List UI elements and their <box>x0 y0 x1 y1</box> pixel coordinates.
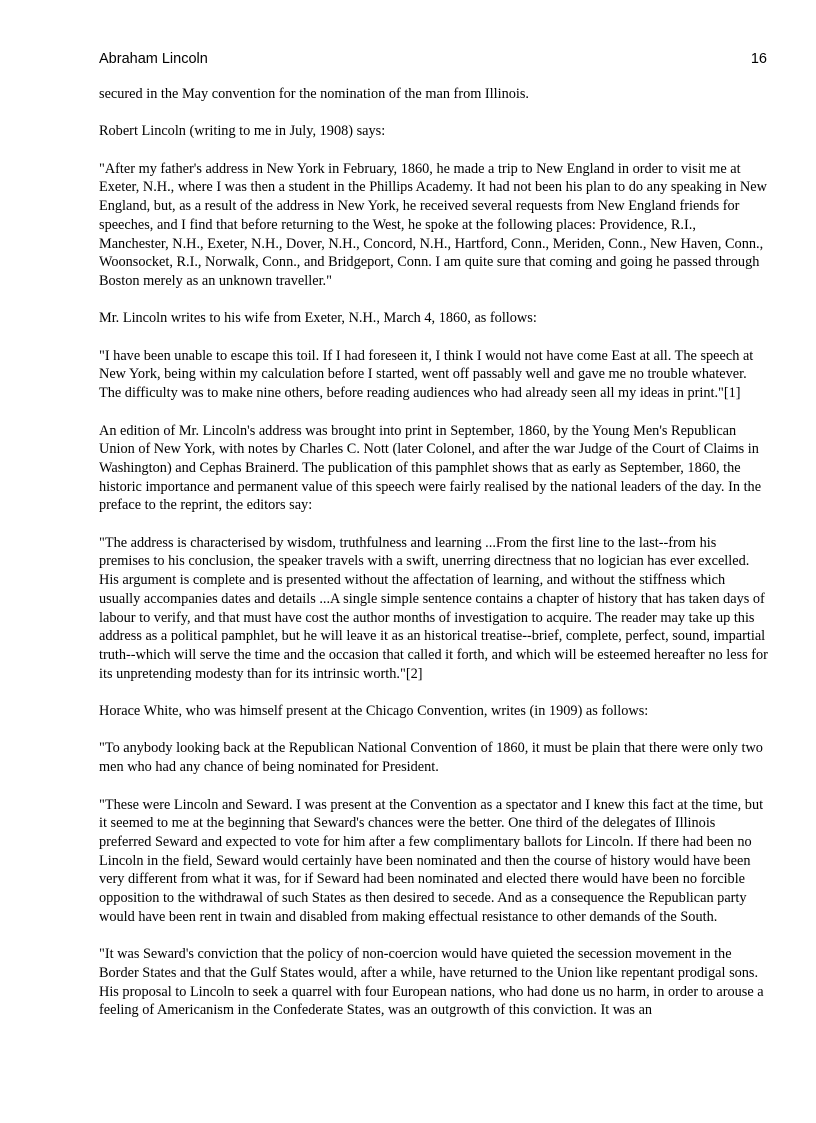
paragraph-letter-quote: "I have been unable to escape this toil. If I had foreseen it, I think I would not have come East at all. The speech at New York, being within my calculation before I started, went off passably well and gave me no trouble whatever. The difficulty was to make nine others, before reading audiences who had already seen all my ideas in print."[1] <box>99 347 754 402</box>
paragraph-preface-quote: "The address is characterised by wisdom, truthfulness and learning ...From the first line to the last--from his premises to his conclusion, the speaker travels with a swift, unerring directness that no logician has ever excelled. His argument is complete and is presented without the affectation of learning, and without the stiffness which usually accompanies dates and details ...A single simple sentence contains a chapter of history that has taken days of labour to verify, and that must have cost the author months of investigation to acquire. The reader may take up this address as a political pamphlet, but he will leave it as an historical treatise--brief, complete, perfect, sound, impartial truth--which will serve the time and the occasion that called it forth, and which will be esteemed hereafter no less for its unpretending modesty than for its intrinsic worth."[2] <box>99 534 768 682</box>
paragraph-continuation: secured in the May convention for the nomination of the man from Illinois. <box>99 86 529 102</box>
paragraph-white-quote-2: "These were Lincoln and Seward. I was present at the Convention as a spectator and I knew this fact at the time, but it seemed to me at the beginning that Seward's chances were the better. One third of the delegates of Illinois preferred Seward and expected to vote for him after a few complimentary ballots for Lincoln. If there had been no Lincoln in the field, Seward would certainly have been nominated and then the course of history would have been very different from what it was, for if Seward had been nominated and elected there would have been no forcible opposition to the withdrawal of such States as then desired to secede. And as a consequence the Republican party would have been rent in twain and disabled from making effectual resistance to other demands of the South. <box>99 796 764 925</box>
paragraph-white-quote-1: "To anybody looking back at the Republican National Convention of 1860, it must be plain that there were only two men who had any chance of being nominated for President. <box>99 740 763 776</box>
header-title: Abraham Lincoln <box>99 51 208 67</box>
running-header <box>99 51 767 73</box>
page-number: 16 <box>750 51 767 67</box>
paragraph-horace-white-intro: Horace White, who was himself present at the Chicago Convention, writes (in 1909) as follows: <box>99 703 649 720</box>
paragraph-robert-lincoln-quote: "After my father's address in New York in February, 1860, he made a trip to New England in order to visit me at Exeter, N.H., where I was then a student in the Phillips Academy. It had not been his plan to do any speaking in New England, but, as a result of the address in New York, he received several requests from New England friends for speeches, and I find that before returning to the West, he spoke at the following places: Providence, R.I., Manchester, N.H., Exeter, N.H., Dover, N.H., Concord, N.H., Hartford, Conn., Meriden, Conn., New Haven, Conn., Woonsocket, R.I., Norwalk, Conn., and Bridgeport, Conn. I am quite sure that coming and going he passed through Boston merely as an unknown traveller." <box>99 160 767 289</box>
body-text <box>99 85 769 1039</box>
paragraph-robert-lincoln-intro: Robert Lincoln (writing to me in July, 1908) says: <box>99 123 386 140</box>
paragraph-edition: An edition of Mr. Lincoln's address was brought into print in September, 1860, by the Young Men's Republican Union of New York, with notes by Charles C. Nott (later Colonel, and after the war Judge of the Court of Claims in Washington) and Cephas Brainerd. The publication of this pamphlet shows that as early as September, 1860, the historic importance and permanent value of this speech were fairly realised by the national leaders of the day. In the preface to the reprint, the editors say: <box>99 422 762 514</box>
paragraph-letter-intro: Mr. Lincoln writes to his wife from Exeter, N.H., March 4, 1860, as follows: <box>99 310 537 327</box>
paragraph-white-quote-3: "It was Seward's conviction that the policy of non-coercion would have quieted the secession movement in the Border States and that the Gulf States would, after a while, have returned to the Union like repentant prodigal sons. His proposal to Lincoln to seek a quarrel with four European nations, who had done us no harm, in order to arouse a feeling of Americanism in the Confederate States, was an outgrowth of this conviction. It was an <box>99 946 764 1019</box>
